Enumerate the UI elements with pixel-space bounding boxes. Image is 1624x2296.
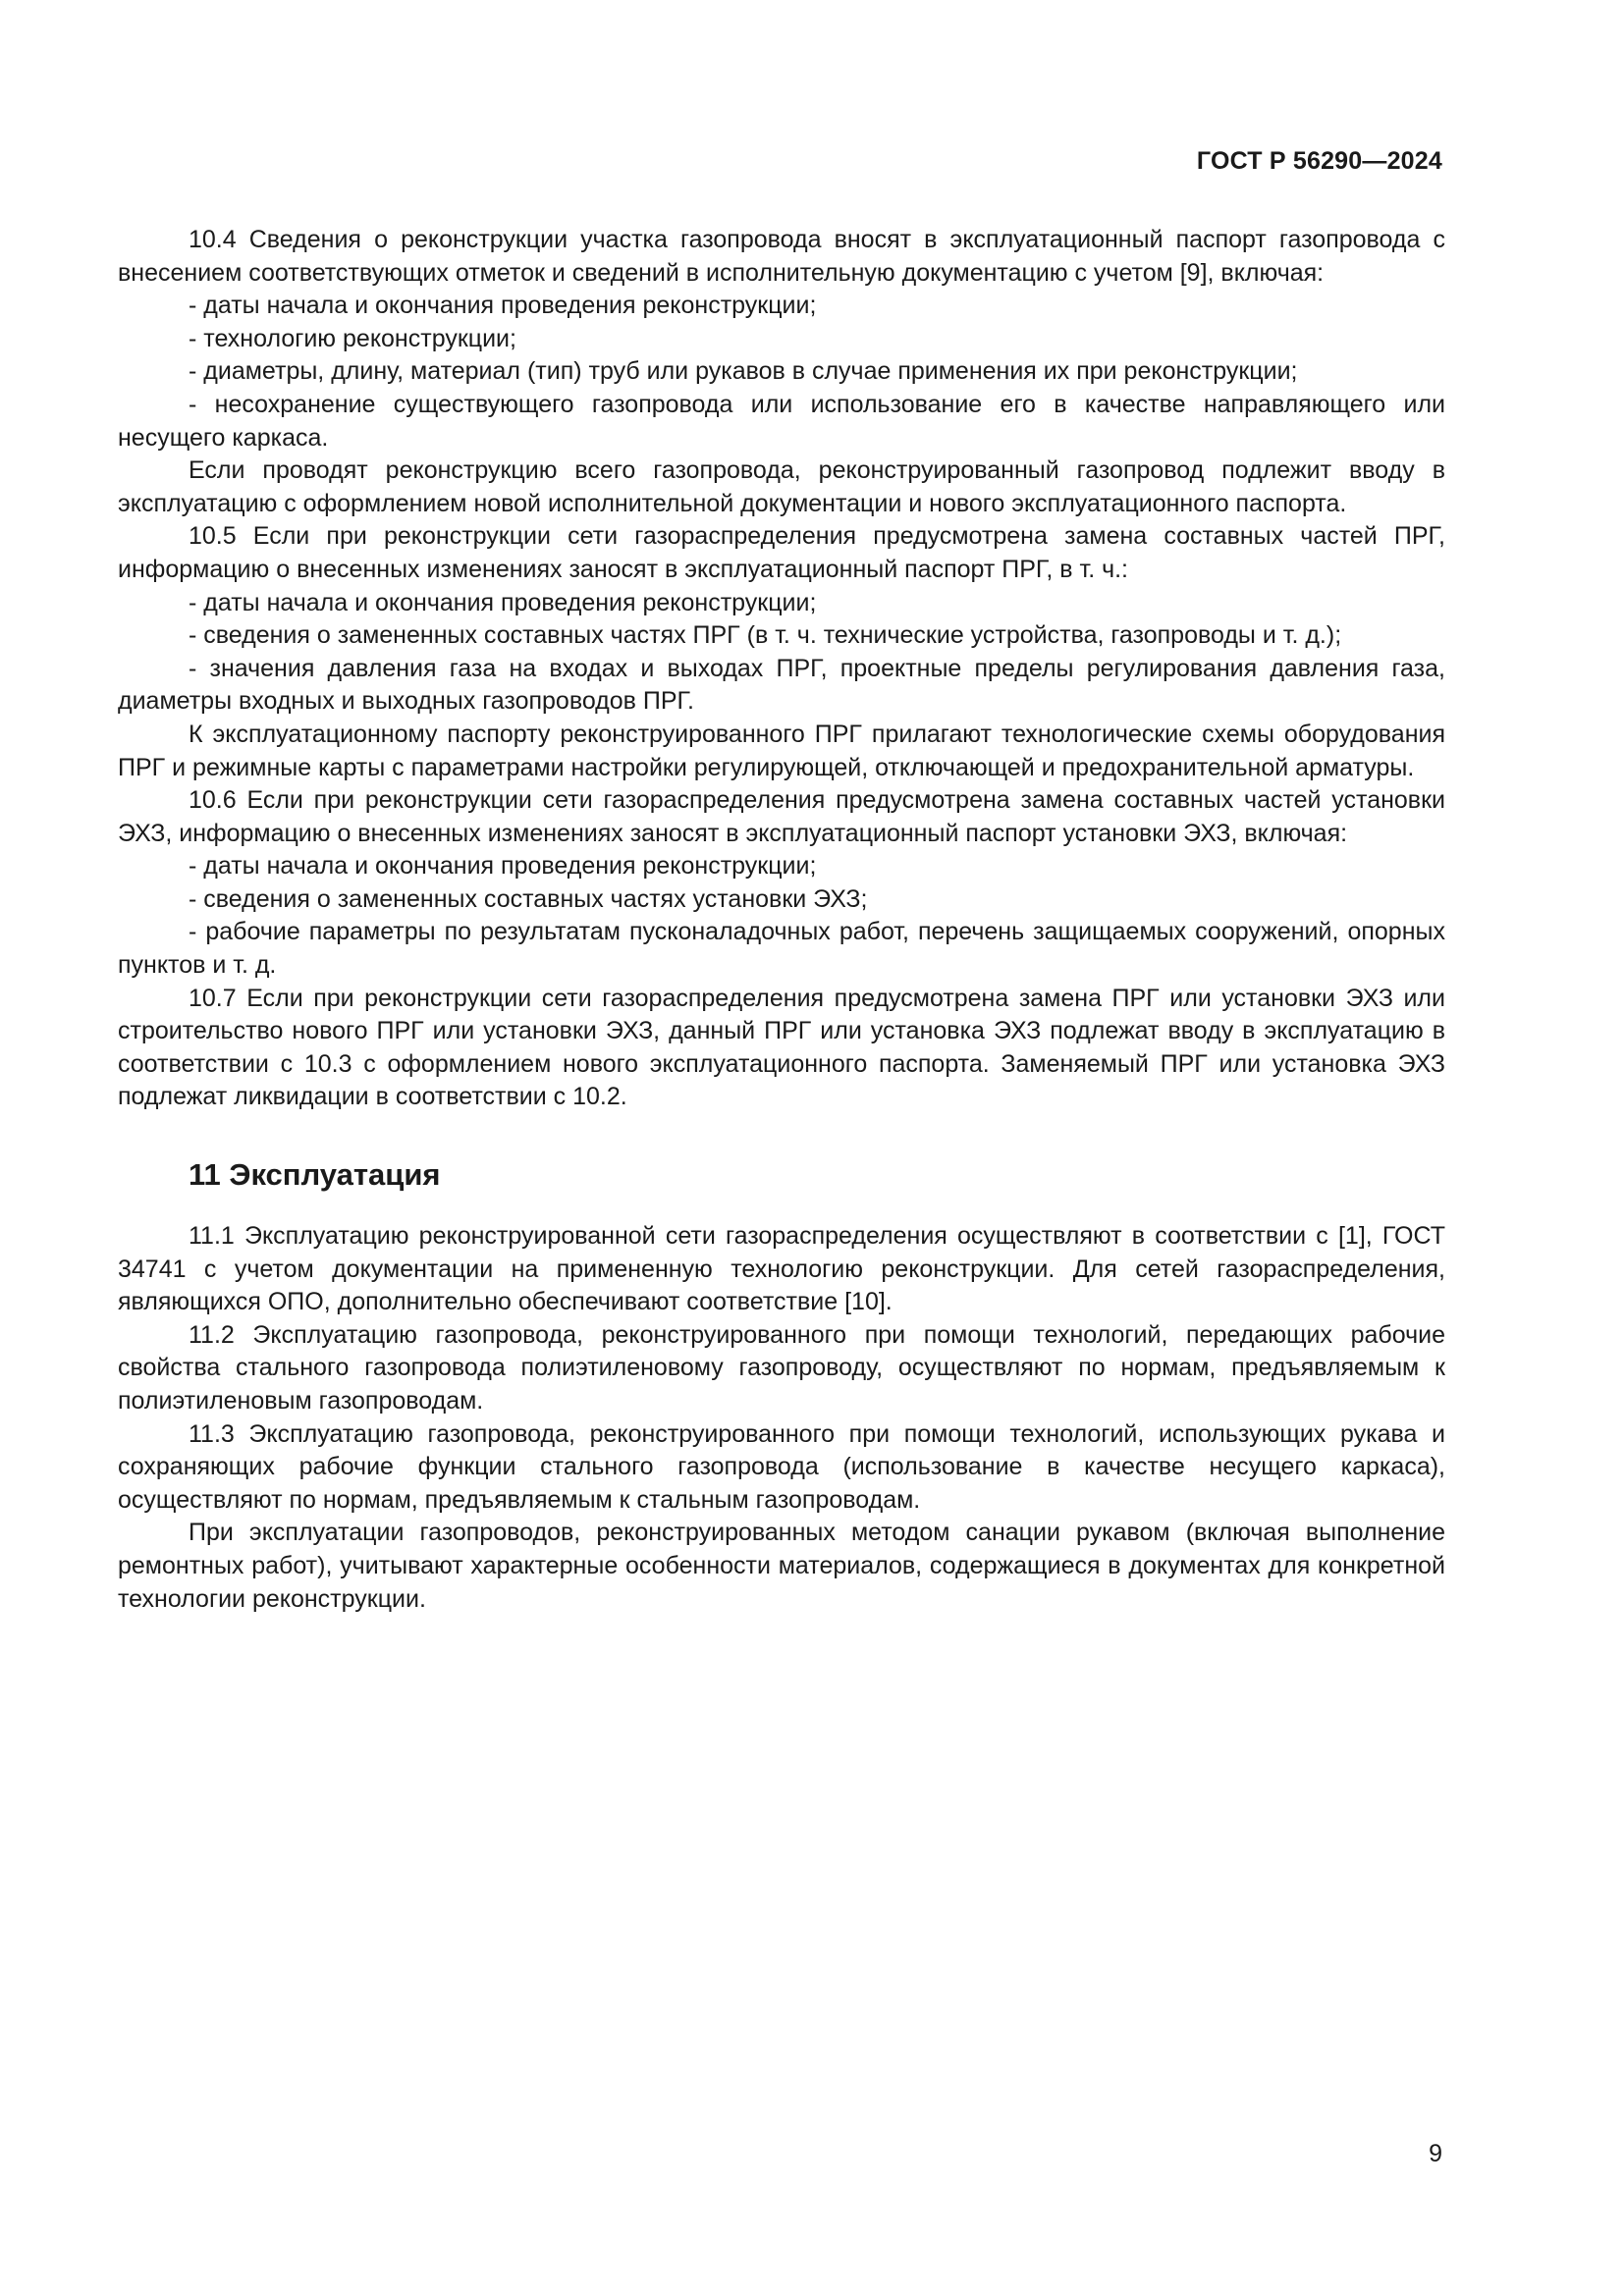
- list-item: - значения давления газа на входах и выходах ПРГ, проектные пределы регулирования давления газа, диаметры входных и выходных газопроводов ПРГ.: [118, 654, 1445, 716]
- list-item: - даты начала и окончания проведения реконструкции;: [189, 292, 817, 320]
- list-item: - даты начала и окончания проведения реконструкции;: [189, 588, 817, 616]
- paragraph-10-6: 10.6 Если при реконструкции сети газораспределения предусмотрена замена составных частей установки ЭХЗ, информацию о внесенных изменениях заносят в эксплуатационный паспорт установки ЭХЗ, включая:: [118, 786, 1445, 847]
- section-heading: 11 Эксплуатация: [189, 1157, 441, 1193]
- list-item: - даты начала и окончания проведения реконструкции;: [189, 852, 817, 881]
- paragraph-10-4: 10.4 Сведения о реконструкции участка газопровода вносят в эксплуатационный паспорт газопровода с внесением соответствующих отметок и сведений в исполнительную документацию с учетом [9], включая:: [118, 226, 1445, 287]
- paragraph-11-3: 11.3 Эксплуатацию газопровода, реконструированного при помощи технологий, использующих рукава и сохраняющих рабочие функции стального газопровода (использование в качестве несущего каркаса), осуществляют по нормам, предъявляемым к стальным газопроводам.: [118, 1419, 1445, 1514]
- section-11-body: [118, 1220, 1445, 1616]
- paragraph: К эксплуатационному паспорту реконструированного ПРГ прилагают технологические схемы оборудования ПРГ и режимные карты с параметрами настройки регулирующей, отключающей и предохранительной арматуры.: [118, 720, 1445, 781]
- list-item: - сведения о замененных составных частях установки ЭХЗ;: [189, 884, 868, 913]
- list-item: - диаметры, длину, материал (тип) труб или рукавов в случае применения их при реконструкции;: [189, 357, 1298, 386]
- document-id-header: ГОСТ Р 56290—2024: [1196, 147, 1442, 175]
- section-10-body: [118, 224, 1445, 1114]
- page-number: 9: [1429, 2140, 1442, 2167]
- list-item: - рабочие параметры по результатам пусконаладочных работ, перечень защищаемых сооружений, опорных пунктов и т. д.: [118, 918, 1445, 980]
- paragraph-11-1: 11.1 Эксплуатацию реконструированной сети газораспределения осуществляют в соответствии с [1], ГОСТ 34741 с учетом документации на примененную технологию реконструкции. Для сетей газораспределения, являющихся ОПО, дополнительно обеспечивают соответствие [10].: [118, 1222, 1445, 1316]
- paragraph-10-7: 10.7 Если при реконструкции сети газораспределения предусмотрена замена ПРГ или установки ЭХЗ или строительство нового ПРГ или установки ЭХЗ, данный ПРГ или установка ЭХЗ подлежат вводу в эксплуатацию в соответствии с 10.3 с оформлением нового эксплуатационного паспорта. Заменяемый ПРГ или установка ЭХЗ подлежат ликвидации в соответствии с 10.2.: [118, 984, 1445, 1111]
- paragraph: При эксплуатации газопроводов, реконструированных методом санации рукавом (включая выполнение ремонтных работ), учитывают характерные особенности материалов, содержащиеся в документах для конкретной технологии реконструкции.: [118, 1519, 1445, 1613]
- page-content: [118, 224, 1445, 1616]
- list-item: - технологию реконструкции;: [189, 324, 516, 352]
- paragraph: Если проводят реконструкцию всего газопровода, реконструированный газопровод подлежит вводу в эксплуатацию с оформлением новой исполнительной документации и нового эксплуатационного паспорта.: [118, 456, 1445, 517]
- paragraph-10-5: 10.5 Если при реконструкции сети газораспределения предусмотрена замена составных частей ПРГ, информацию о внесенных изменениях заносят в эксплуатационный паспорт ПРГ, в т. ч.:: [118, 522, 1445, 583]
- paragraph-11-2: 11.2 Эксплуатацию газопровода, реконструированного при помощи технологий, передающих рабочие свойства стального газопровода полиэтиленовому газопроводу, осуществляют по нормам, предъявляемым к полиэтиленовым газопроводам.: [118, 1320, 1445, 1415]
- list-item: - сведения о замененных составных частях ПРГ (в т. ч. технические устройства, газопроводы и т. д.);: [189, 621, 1342, 650]
- list-item: - несохранение существующего газопровода или использование его в качестве направляющего или несущего каркаса.: [118, 390, 1445, 452]
